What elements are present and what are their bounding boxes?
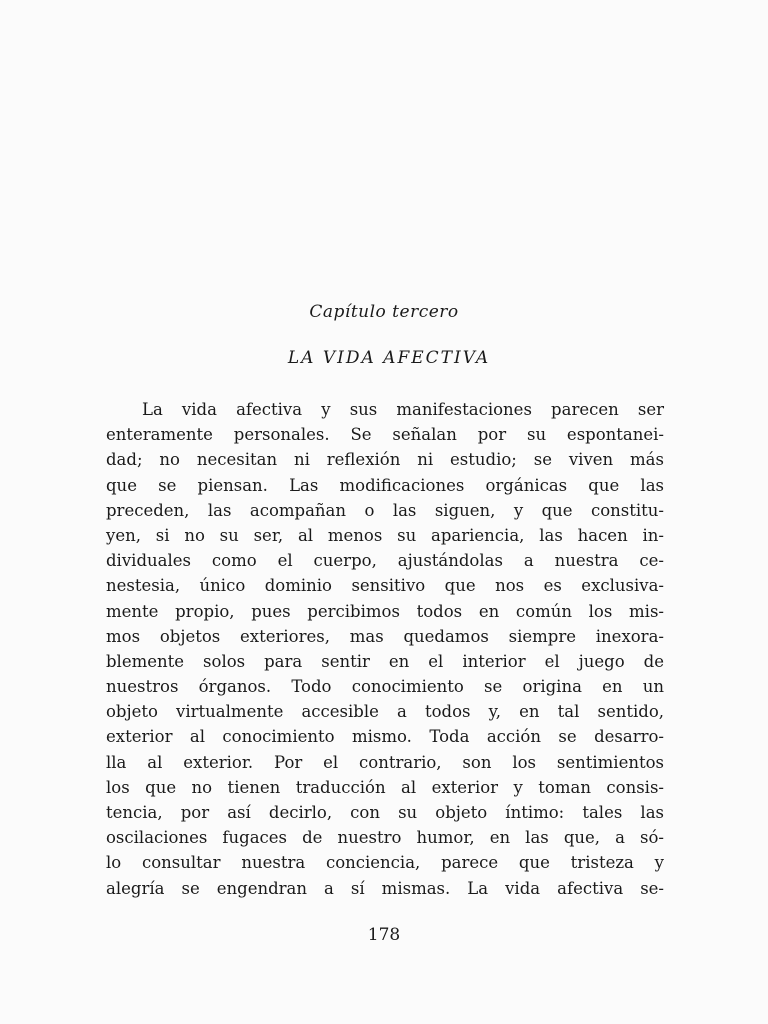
body-paragraph — [106, 397, 664, 901]
text-line: lla al exterior. Por el contrario, son los sentimientos — [106, 752, 664, 772]
page-number: 178 — [367, 925, 401, 945]
text-line: lo consultar nuestra conciencia, parece que tristeza y — [106, 853, 664, 873]
text-line: La vida afectiva y sus manifestaciones parecen ser — [142, 400, 664, 419]
text-line: dad; no necesitan ni reflexión ni estudio; se viven más — [106, 450, 664, 470]
text-line: nestesia, único dominio sensitivo que nos es exclusiva- — [106, 576, 664, 596]
text-line: nuestros órganos. Todo conocimiento se origina en un — [106, 677, 664, 697]
chapter-title: LA VIDA AFECTIVA — [287, 348, 491, 368]
text-line: los que no tienen traducción al exterior y toman consis- — [106, 777, 664, 797]
text-line: enteramente personales. Se señalan por su espontanei- — [106, 425, 664, 445]
text-line: que se piensan. Las modificaciones orgánicas que las — [106, 475, 664, 495]
text-line: objeto virtualmente accesible a todos y, en tal sentido, — [106, 702, 664, 722]
chapter-label: Capítulo tercero — [309, 302, 459, 322]
text-line: mente propio, pues percibimos todos en común los mis- — [106, 601, 664, 621]
text-line: exterior al conocimiento mismo. Toda acción se desarro- — [106, 727, 664, 747]
text-line: oscilaciones fugaces de nuestro humor, en las que, a só- — [106, 828, 664, 848]
text-line: alegría se engendran a sí mismas. La vida afectiva se- — [106, 878, 664, 898]
text-line: dividuales como el cuerpo, ajustándolas a nuestra ce- — [106, 551, 664, 571]
text-line: tencia, por así decirlo, con su objeto íntimo: tales las — [106, 803, 664, 822]
text-line: yen, si no su ser, al menos su apariencia, las hacen in- — [106, 525, 664, 545]
text-line: blemente solos para sentir en el interior el juego de — [106, 651, 664, 671]
text-line: preceden, las acompañan o las siguen, y que constitu- — [106, 500, 664, 520]
text-line: mos objetos exteriores, mas quedamos siempre inexora- — [106, 626, 664, 646]
